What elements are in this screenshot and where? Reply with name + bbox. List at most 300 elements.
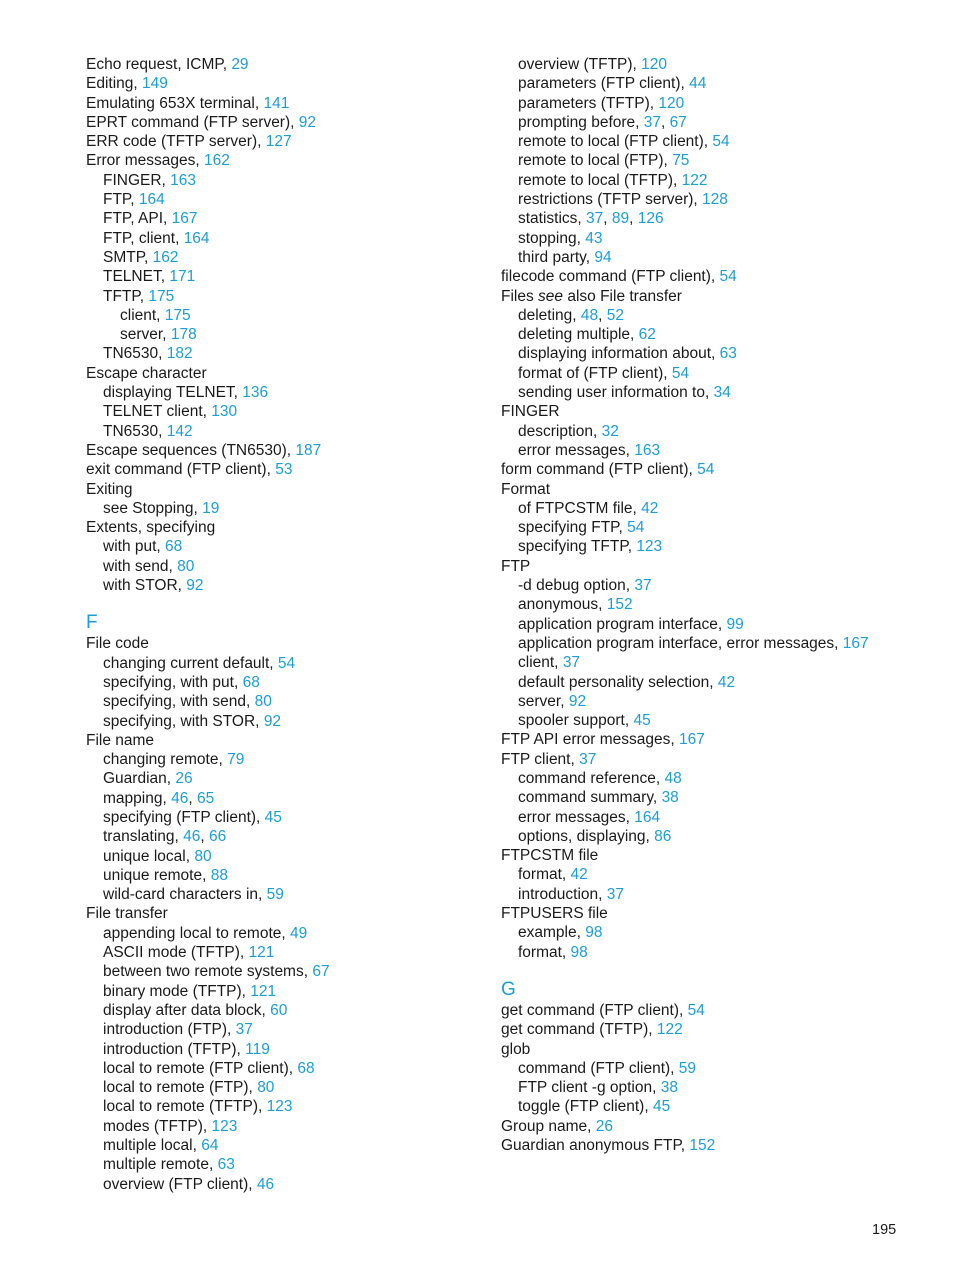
index-entry (501, 1020, 921, 1039)
index-entry (501, 74, 921, 93)
page-link[interactable]: 46 (171, 789, 189, 807)
index-term: displaying information about, (518, 345, 720, 363)
page-link[interactable]: 49 (289, 924, 308, 942)
index-term: SMTP, (103, 248, 153, 266)
index-term: specifying, with put, (103, 673, 243, 691)
index-entry: statistics, 37, 89, 126 (518, 210, 664, 228)
page-link[interactable]: 94 (594, 248, 612, 266)
index-entry (86, 1097, 486, 1116)
page-link[interactable]: 171 (169, 268, 196, 286)
index-entry (86, 904, 486, 923)
index-term: specifying, with send, (103, 693, 255, 711)
page-link[interactable]: 52 (606, 306, 625, 324)
index-term: statistics, (518, 210, 587, 228)
page-link[interactable]: 67 (669, 113, 687, 131)
page-link[interactable]: 63 (217, 1156, 235, 1174)
index-entry (86, 654, 486, 673)
page-link[interactable]: 123 (266, 1098, 293, 1116)
index-entry (501, 1097, 921, 1116)
index-entry (501, 248, 921, 267)
index-term: TFTP, (103, 287, 149, 305)
page-link[interactable]: 54 (627, 519, 645, 537)
index-entry (86, 422, 486, 441)
index-entry (86, 267, 486, 286)
page-link[interactable]: 167 (842, 634, 869, 652)
page-link[interactable]: 164 (183, 229, 210, 247)
index-entry (501, 595, 921, 614)
index-entry (86, 460, 486, 479)
index-term: TN6530, (103, 345, 167, 363)
index-term: deleting multiple, (518, 326, 639, 344)
page-link[interactable]: 37 (643, 113, 662, 131)
index-term: options, displaying, (518, 827, 655, 845)
index-term: specifying, with STOR, (103, 712, 264, 730)
index-term: multiple remote, (103, 1156, 218, 1174)
page-link[interactable]: 175 (148, 287, 175, 305)
index-term: TN6530, (103, 422, 167, 440)
index-term: FTPUSERS file (501, 905, 608, 923)
index-entry (86, 576, 486, 595)
page-link[interactable]: 68 (165, 538, 183, 556)
index-term: ASCII mode (TFTP), (103, 944, 249, 962)
index-entry (501, 480, 921, 499)
page-link[interactable]: 98 (585, 924, 603, 942)
page-link[interactable]: 92 (263, 712, 282, 730)
index-term: TELNET client, (103, 403, 212, 421)
page-link[interactable]: 42 (717, 673, 736, 691)
index-term: glob (501, 1040, 531, 1058)
index-entry (86, 962, 486, 981)
page-link[interactable]: 62 (638, 326, 656, 344)
index-term: Exiting (86, 480, 133, 498)
section-letter: F (86, 612, 98, 634)
index-entry (86, 383, 486, 402)
index-term: client, (518, 654, 563, 672)
index-entry (501, 750, 921, 769)
index-entry (501, 1001, 921, 1020)
index-term: FTP, API, (103, 210, 172, 228)
index-term: unique remote, (103, 866, 211, 884)
page-link[interactable]: 37 (606, 885, 624, 903)
page-link[interactable]: 48 (580, 306, 599, 324)
page-link[interactable]: 80 (254, 693, 272, 711)
page-link[interactable]: 29 (231, 56, 249, 73)
page-link[interactable]: 123 (211, 1117, 238, 1135)
index-term: third party, (518, 248, 595, 266)
index-term: FTPCSTM file (501, 847, 599, 865)
page-link[interactable]: 80 (177, 557, 195, 575)
index-entry (86, 306, 486, 325)
index-term-continuation: also File transfer (563, 287, 682, 305)
index-term: parameters (FTP client), (518, 75, 690, 93)
index-entry: mapping, 46, 65 (103, 789, 215, 807)
page-link[interactable]: 59 (678, 1059, 697, 1077)
page-link[interactable]: 37 (562, 654, 581, 672)
page-link[interactable]: 178 (170, 326, 197, 344)
page-link[interactable]: 162 (204, 152, 230, 170)
page-link[interactable]: 68 (242, 673, 260, 691)
index-term: Files (501, 287, 539, 305)
index-entry (501, 171, 921, 190)
index-entry (86, 692, 486, 711)
index-entry (86, 808, 486, 827)
index-term: prompting before, (518, 113, 644, 131)
index-term: Guardian anonymous FTP, (501, 1137, 690, 1155)
index-term: Extents, specifying (86, 519, 216, 537)
index-entry (86, 325, 486, 344)
index-entry (86, 1136, 486, 1155)
index-entry (86, 924, 486, 943)
page-link[interactable]: 136 (242, 384, 269, 402)
page-link[interactable]: 152 (689, 1137, 716, 1155)
page-link[interactable]: 92 (186, 577, 204, 595)
index-term: binary mode (TFTP), (103, 982, 251, 1000)
page-link[interactable]: 167 (679, 731, 705, 749)
index-term: local to remote (FTP), (103, 1079, 258, 1097)
index-entry (501, 1078, 921, 1097)
page-link[interactable]: 37 (634, 577, 652, 595)
index-entry (86, 518, 486, 537)
page-link[interactable]: 48 (664, 769, 682, 787)
page-link[interactable]: 89 (611, 210, 630, 228)
page-link[interactable]: 121 (248, 944, 275, 962)
index-entry (501, 557, 921, 576)
page-link[interactable]: 38 (661, 789, 679, 807)
page-link[interactable]: 54 (671, 364, 690, 382)
index-term: command (FTP client), (518, 1059, 679, 1077)
page-number: 195 (872, 1222, 897, 1238)
index-term: with put, (103, 538, 166, 556)
index-term: File transfer (86, 905, 168, 923)
index-entry (501, 769, 921, 788)
index-entry (86, 634, 486, 653)
page-link[interactable]: 54 (697, 461, 715, 479)
index-term: wild-card characters in, (103, 886, 267, 904)
index-term: -d debug option, (518, 577, 635, 595)
page-link[interactable]: 63 (719, 345, 737, 363)
index-entry (86, 151, 486, 170)
index-term: application program interface, error messages, (518, 634, 843, 652)
index-entry (501, 1040, 921, 1059)
page-link[interactable]: 37 (586, 210, 604, 228)
page-link[interactable]: 92 (568, 692, 587, 710)
index-entry (86, 750, 486, 769)
page-link[interactable]: 182 (166, 345, 193, 363)
index-entry (501, 904, 921, 923)
index-term: overview (FTP client), (103, 1175, 257, 1193)
index-term: server, (120, 326, 171, 344)
index-term: unique local, (103, 847, 195, 865)
page-link[interactable]: 80 (194, 847, 212, 865)
index-entry (501, 653, 921, 672)
index-term: mapping, (103, 789, 172, 807)
index-term: File name (86, 731, 155, 749)
index-entry (501, 692, 921, 711)
page-link[interactable]: 123 (636, 538, 663, 556)
index-entry (86, 94, 486, 113)
index-entry (501, 132, 921, 151)
index-entry (86, 1155, 486, 1174)
index-entry (86, 171, 486, 190)
index-entry (86, 480, 486, 499)
index-entry (86, 344, 486, 363)
page-link[interactable]: 149 (142, 75, 168, 93)
page-link[interactable]: 37 (235, 1021, 253, 1039)
page-link[interactable]: 53 (275, 461, 293, 479)
page-link[interactable]: 26 (595, 1117, 614, 1135)
page-link[interactable]: 119 (245, 1040, 270, 1058)
index-column-right (501, 55, 921, 1155)
index-term: Error messages, (86, 152, 205, 170)
index-term: multiple local, (103, 1137, 202, 1155)
index-term: display after data block, (103, 1001, 271, 1019)
index-term: FTP, (103, 191, 139, 209)
index-entry (86, 209, 486, 228)
index-entry (86, 190, 486, 209)
index-term: specifying (FTP client), (103, 808, 265, 826)
index-entry (501, 885, 921, 904)
page-link[interactable]: 46 (183, 828, 201, 846)
page-link[interactable]: 88 (210, 866, 228, 884)
index-entry (501, 460, 921, 479)
index-term: Guardian, (103, 770, 176, 788)
index-entry (501, 788, 921, 807)
index-entry (501, 402, 921, 421)
index-term: remote to local (FTP client), (518, 133, 713, 151)
page-link[interactable]: 38 (660, 1079, 678, 1097)
index-term: between two remote systems, (103, 963, 313, 981)
index-entry (501, 865, 921, 884)
index-term: Group name, (501, 1117, 596, 1135)
index-term: with send, (103, 557, 178, 575)
index-term: default personality selection, (518, 673, 718, 691)
page-link[interactable]: 121 (250, 982, 277, 1000)
index-entry: prompting before, 37, 67 (518, 113, 687, 131)
page-link[interactable]: 120 (641, 56, 668, 73)
page-link[interactable]: 187 (295, 441, 322, 459)
index-term: introduction, (518, 885, 607, 903)
index-entry (86, 113, 486, 132)
index-entry (501, 287, 921, 306)
page-link[interactable]: 79 (227, 751, 245, 769)
index-entry (86, 1175, 486, 1194)
page-link[interactable]: 44 (689, 75, 707, 93)
index-term: error messages, (518, 441, 635, 459)
index-entry (86, 1020, 486, 1039)
index-term: FTP (501, 557, 531, 575)
index-term: EPRT command (FTP server), (86, 113, 299, 131)
page-link[interactable]: 19 (202, 499, 220, 517)
index-term: server, (518, 692, 569, 710)
index-entry (501, 422, 921, 441)
index-term: get command (TFTP), (501, 1021, 657, 1039)
index-term: description, (518, 422, 602, 440)
index-entry: translating, 46, 66 (103, 828, 227, 846)
page-link[interactable]: 54 (712, 133, 730, 151)
index-term: anonymous, (518, 596, 607, 614)
index-entry (501, 846, 921, 865)
page-link[interactable]: 163 (634, 441, 661, 459)
index-term: remote to local (FTP), (518, 152, 673, 170)
index-term: FTP API error messages, (501, 731, 680, 749)
page-link[interactable]: 99 (726, 615, 744, 633)
page-link[interactable]: 86 (654, 827, 672, 845)
see-reference: see (538, 287, 564, 305)
index-entry (501, 267, 921, 286)
index-term: format, (518, 866, 571, 884)
index-entry (86, 731, 486, 750)
index-entry (86, 248, 486, 267)
index-entry (501, 827, 921, 846)
index-entry (86, 1117, 486, 1136)
page-link[interactable]: 128 (702, 191, 728, 209)
index-entry (501, 518, 921, 537)
page-link[interactable]: 167 (171, 210, 198, 228)
page-link[interactable]: 45 (652, 1098, 671, 1116)
index-entry (501, 923, 921, 942)
page-link[interactable]: 98 (570, 943, 588, 961)
index-entry (501, 344, 921, 363)
index-term: command summary, (518, 789, 662, 807)
index-entry (501, 943, 921, 962)
index-term: exit command (FTP client), (86, 461, 276, 479)
page-link[interactable]: 75 (672, 152, 690, 170)
page-link[interactable]: 54 (719, 268, 737, 286)
page-link[interactable]: 127 (265, 133, 292, 151)
page-link[interactable]: 45 (633, 712, 651, 730)
index-entry (501, 364, 921, 383)
page-link[interactable]: 68 (297, 1059, 315, 1077)
index-entry: deleting, 48, 52 (518, 306, 625, 324)
page-link[interactable]: 92 (298, 113, 316, 131)
index-entry (501, 499, 921, 518)
index-term: translating, (103, 828, 184, 846)
page-link[interactable]: 126 (637, 210, 664, 228)
index-entry (501, 190, 921, 209)
index-term: toggle (FTP client), (518, 1098, 653, 1116)
page-link[interactable]: 60 (270, 1001, 288, 1019)
index-term: FINGER, (103, 171, 171, 189)
index-term: of FTPCSTM file, (518, 499, 642, 517)
index-entry (86, 364, 486, 383)
index-entry (86, 402, 486, 421)
index-term: stopping, (518, 229, 586, 247)
index-entry (86, 712, 486, 731)
index-term: Escape sequences (TN6530), (86, 441, 296, 459)
page-link[interactable]: 54 (277, 654, 296, 672)
index-term: changing remote, (103, 751, 228, 769)
page-link[interactable]: 152 (606, 596, 633, 614)
index-term: example, (518, 924, 586, 942)
page-link[interactable]: 122 (681, 171, 708, 189)
section-letter: G (501, 978, 516, 1000)
page-link[interactable]: 42 (570, 866, 588, 884)
index-term: application program interface, (518, 615, 727, 633)
page-link[interactable]: 34 (713, 384, 731, 402)
page-link[interactable]: 54 (687, 1001, 705, 1019)
page-link[interactable]: 122 (656, 1021, 683, 1039)
index-term: FINGER (501, 403, 560, 421)
index-entry (86, 1059, 486, 1078)
page-link[interactable]: 66 (209, 828, 227, 846)
index-entry (86, 1078, 486, 1097)
index-entry (501, 229, 921, 248)
page-link[interactable]: 37 (579, 750, 597, 768)
page-link[interactable]: 42 (641, 499, 659, 517)
index-term: spooler support, (518, 712, 634, 730)
index-term: Format (501, 480, 551, 498)
index-term: FTP client, (501, 750, 580, 768)
index-entry (86, 55, 486, 74)
page-link[interactable]: 120 (658, 94, 685, 112)
index-term: with STOR, (103, 577, 187, 595)
index-term: parameters (TFTP), (518, 94, 659, 112)
index-term: specifying FTP, (518, 519, 628, 537)
index-term: format, (518, 943, 571, 961)
index-entry (86, 847, 486, 866)
page-link[interactable]: 80 (257, 1079, 275, 1097)
page-link[interactable]: 142 (166, 422, 193, 440)
index-entry (86, 982, 486, 1001)
page-link[interactable]: 64 (201, 1137, 219, 1155)
page-link[interactable]: 163 (170, 171, 197, 189)
page-link[interactable]: 59 (266, 886, 284, 904)
page-link[interactable]: 32 (601, 422, 619, 440)
index-entry (86, 557, 486, 576)
page-link[interactable]: 164 (634, 808, 661, 826)
index-entry (86, 229, 486, 248)
index-entry (86, 943, 486, 962)
index-entry (86, 441, 486, 460)
index-term: client, (120, 306, 165, 324)
index-entry (86, 499, 486, 518)
index-entry (501, 55, 921, 74)
page-link[interactable]: 65 (196, 789, 215, 807)
page-link[interactable]: 164 (138, 191, 165, 209)
index-term: TELNET, (103, 268, 170, 286)
page-link[interactable]: 130 (211, 403, 238, 421)
page-link[interactable]: 162 (152, 248, 179, 266)
index-entry (86, 132, 486, 151)
page-link[interactable]: 45 (264, 808, 282, 826)
page-link[interactable]: 141 (263, 94, 290, 112)
page-link[interactable]: 67 (312, 963, 330, 981)
index-term: overview (TFTP), (518, 56, 642, 73)
index-entry (86, 885, 486, 904)
index-term: form command (FTP client), (501, 461, 698, 479)
index-entry (501, 808, 921, 827)
index-column-left (86, 55, 486, 1194)
page-link[interactable]: 175 (164, 306, 191, 324)
page-link[interactable]: 46 (256, 1175, 275, 1193)
index-term: ERR code (TFTP server), (86, 133, 266, 151)
index-entry (86, 537, 486, 556)
page-link[interactable]: 26 (175, 770, 193, 788)
index-term: introduction (TFTP), (103, 1040, 246, 1058)
index-entry (86, 1001, 486, 1020)
index-term: local to remote (FTP client), (103, 1059, 298, 1077)
index-term: specifying TFTP, (518, 538, 637, 556)
index-entry (501, 94, 921, 113)
index-entry (501, 325, 921, 344)
index-term: restrictions (TFTP server), (518, 191, 703, 209)
index-entry (501, 576, 921, 595)
index-term: Editing, (86, 75, 143, 93)
index-term: format of (FTP client), (518, 364, 672, 382)
index-term: sending user information to, (518, 384, 714, 402)
index-term: Echo request, ICMP, (86, 56, 232, 73)
page-link[interactable]: 43 (585, 229, 603, 247)
